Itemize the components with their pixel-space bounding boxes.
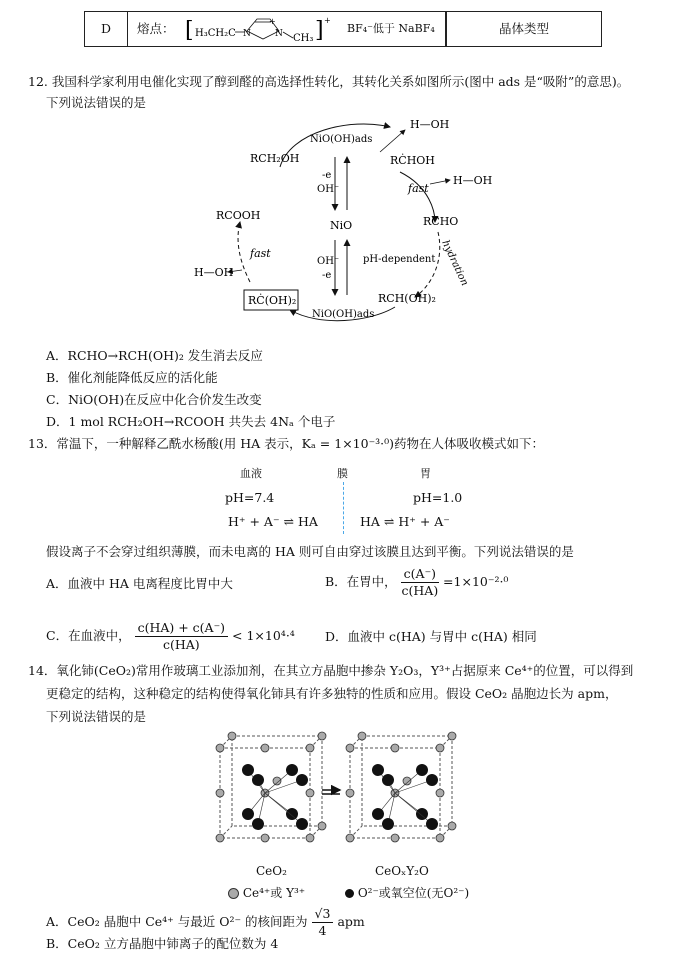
q14-a-den: 4	[318, 923, 327, 938]
q12-option-b: B．催化剂能降低反应的活化能	[46, 370, 218, 385]
o-site-atom	[382, 774, 394, 786]
imidazolium-structure	[185, 12, 355, 46]
bf4-text: BF₄⁻低于 NaBF₄	[347, 22, 435, 35]
q13-c-num: c(HA) + c(A⁻)	[135, 620, 228, 637]
gray-sphere-icon	[228, 888, 239, 899]
o-site-atom	[296, 774, 308, 786]
q13-option-a: A．血液中 HA 电离程度比胃中大	[46, 576, 233, 591]
melting-point-label: 熔点：	[137, 21, 175, 36]
o-site-atom	[242, 764, 254, 776]
q13-option-c	[46, 620, 295, 653]
o-site-atom	[416, 808, 428, 820]
ce-site-atom	[318, 732, 326, 740]
n-left: N	[243, 29, 251, 39]
q12-option-a: A．RCHO→RCH(OH)₂ 发生消去反应	[46, 348, 263, 363]
oh-minus-top: OH⁻	[317, 184, 340, 195]
legend-gray	[228, 884, 305, 901]
q13-b-fraction	[401, 566, 439, 599]
ethyl-group: H₃CH₂C	[195, 28, 236, 39]
q14-stem-line2: 更稳定的结构，这种稳定的结构使得氧化铈具有许多独特的性质和应用。假设 CeO₂ 晶胞边长为 apm，	[46, 686, 618, 701]
legend-black-text: O²⁻或氧空位(无O²⁻)	[357, 886, 470, 900]
methyl-group: CH₃	[293, 33, 314, 44]
ce-site-atom	[448, 732, 456, 740]
blood-label: 血液	[240, 467, 262, 480]
o-site-atom	[286, 808, 298, 820]
ce-site-atom	[358, 732, 366, 740]
q14-stem-line1: 14．氧化铈(CeO₂)常用作玻璃工业添加剂，在其立方晶胞中掺杂 Y₂O₃，Y³⁺占据原来 Ce⁴⁺的位置，可以得到	[28, 663, 634, 678]
ce-site-atom	[346, 834, 354, 842]
o-site-atom	[296, 818, 308, 830]
ce-site-atom	[216, 744, 224, 752]
membrane-label: 膜	[337, 467, 348, 480]
o-site-atom	[372, 764, 384, 776]
q14-a-prefix: A．CeO₂ 晶胞中 Ce⁴⁺ 与最近 O²⁻ 的核间距为	[46, 914, 308, 929]
doped-label: CeOₓY₂O	[375, 864, 429, 878]
q13-desc: 假设离子不会穿过组织薄膜，而未电离的 HA 则可自由穿过该膜且达到平衡。下列说法错误的是	[46, 544, 574, 559]
rch-oh2: RCH(OH)₂	[378, 292, 436, 305]
o-site-atom	[372, 808, 384, 820]
legend-gray-text: Ce⁴⁺或 Y³⁺	[242, 886, 306, 900]
o-site-atom	[242, 808, 254, 820]
q13-b-prefix: B．在胃中，	[325, 574, 397, 589]
minus-e-bottom: -e	[322, 270, 332, 281]
ce-site-atom	[261, 744, 269, 752]
ph-dependent: pH-dependent	[363, 254, 436, 265]
q13-c-suffix: < 1×10⁴·⁴	[232, 628, 295, 643]
ce-site-atom	[261, 834, 269, 842]
q14-a-fraction	[312, 906, 334, 939]
n-right: N	[275, 29, 283, 39]
ce-site-atom	[228, 732, 236, 740]
q13-b-suffix: =1×10⁻²·⁰	[443, 574, 509, 589]
ce-site-atom	[436, 834, 444, 842]
bond-line	[395, 793, 432, 824]
minus-e-top: -e	[322, 170, 332, 181]
q13-stem: 13．常温下，一种解释乙酰水杨酸(用 HA 表示，Kₐ = 1×10⁻³·⁰)药物在人体吸收模式如下：	[28, 436, 545, 451]
q13-c-den: c(HA)	[162, 637, 200, 652]
answer-table-row	[84, 11, 602, 47]
o-site-atom	[382, 818, 394, 830]
oh-minus-bottom: OH⁻	[317, 256, 340, 267]
o-site-atom	[286, 764, 298, 776]
ce-site-atom	[391, 834, 399, 842]
stomach-label: 胃	[420, 467, 431, 480]
q12-reaction-diagram	[180, 112, 520, 342]
svg-text:]: ]	[315, 18, 324, 43]
q14-stem-line3: 下列说法错误的是	[46, 709, 147, 724]
q14-option-b: B．CeO₂ 立方晶胞中铈离子的配位数为 4	[46, 936, 279, 951]
fast-left: fast	[250, 247, 271, 260]
ce-site-atom	[306, 744, 314, 752]
svg-text:+: +	[324, 16, 331, 25]
ce-site-atom	[436, 789, 444, 797]
ce-site-atom	[216, 789, 224, 797]
o-site-atom	[252, 818, 264, 830]
row-label: D	[85, 12, 128, 46]
nio: NiO	[330, 219, 353, 232]
q13-c-fraction	[135, 620, 228, 653]
svg-text:[: [	[185, 18, 194, 43]
rc-oh2-radical: RĊ(OH)₂	[248, 294, 297, 307]
reason-cell: 晶体类型	[498, 21, 549, 36]
ce-site-atom	[391, 744, 399, 752]
ce-site-atom	[436, 744, 444, 752]
ce-site-atom	[216, 834, 224, 842]
ce-site-atom	[306, 789, 314, 797]
fast-right: fast	[408, 182, 429, 195]
q12-stem-line1: 12. 我国科学家利用电催化实现了醇到醛的高选择性转化，其转化关系如图所示(图中 ads 是“吸附”的意思)。	[28, 74, 630, 89]
legend-black	[345, 884, 469, 901]
q14-a-num: √3	[312, 906, 334, 923]
black-sphere-icon	[345, 889, 354, 898]
ph-blood: pH=7.4	[225, 490, 275, 505]
ceo2-label: CeO₂	[256, 864, 287, 878]
rchoh-radical: RĊHOH	[390, 154, 435, 167]
o-site-atom	[252, 774, 264, 786]
q12-option-c: C．NiO(OH)在反应中化合价发生改变	[46, 392, 262, 407]
ce-site-atom	[346, 789, 354, 797]
h-oh-left: H—OH	[194, 266, 234, 279]
q13-option-b	[325, 566, 508, 599]
q13-c-prefix: C．在血液中，	[46, 628, 131, 643]
plus-sign: +	[269, 17, 276, 26]
ce-site-atom	[346, 744, 354, 752]
hydration-label: hydration	[439, 238, 470, 288]
crystal-cells-figure	[210, 728, 490, 863]
h-oh-top: H—OH	[410, 118, 450, 131]
q13-b-num: c(A⁻)	[401, 566, 439, 583]
rcooh: RCOOH	[216, 209, 261, 222]
nioh-top: NiO(OH)ads	[310, 134, 373, 145]
ce-site-atom	[318, 822, 326, 830]
ce-site-atom	[306, 834, 314, 842]
ce-site-atom	[448, 822, 456, 830]
ce-site-atom	[403, 777, 411, 785]
ph-stomach: pH=1.0	[413, 490, 463, 505]
nioh-bottom: NiO(OH)ads	[312, 309, 375, 320]
q13-option-d: D．血液中 c(HA) 与胃中 c(HA) 相同	[325, 629, 537, 644]
rcho: RCHO	[423, 215, 459, 228]
equilibrium-left: H⁺ + A⁻ ⇌ HA	[228, 514, 318, 529]
h-oh-right: H—OH	[453, 174, 493, 187]
rch2oh: RCH₂OH	[250, 152, 300, 165]
q12-stem-line2: 下列说法错误的是	[46, 95, 147, 110]
membrane-line	[343, 482, 344, 534]
o-site-atom	[426, 818, 438, 830]
q12-option-d: D．1 mol RCH₂OH→RCOOH 共失去 4Nₐ 个电子	[46, 414, 336, 429]
equilibrium-right: HA ⇌ H⁺ + A⁻	[360, 514, 450, 529]
q13-b-den: c(HA)	[401, 583, 439, 598]
q14-a-suffix: apm	[337, 914, 365, 929]
o-site-atom	[416, 764, 428, 776]
o-site-atom	[426, 774, 438, 786]
bond-line	[265, 793, 302, 824]
ce-site-atom	[273, 777, 281, 785]
